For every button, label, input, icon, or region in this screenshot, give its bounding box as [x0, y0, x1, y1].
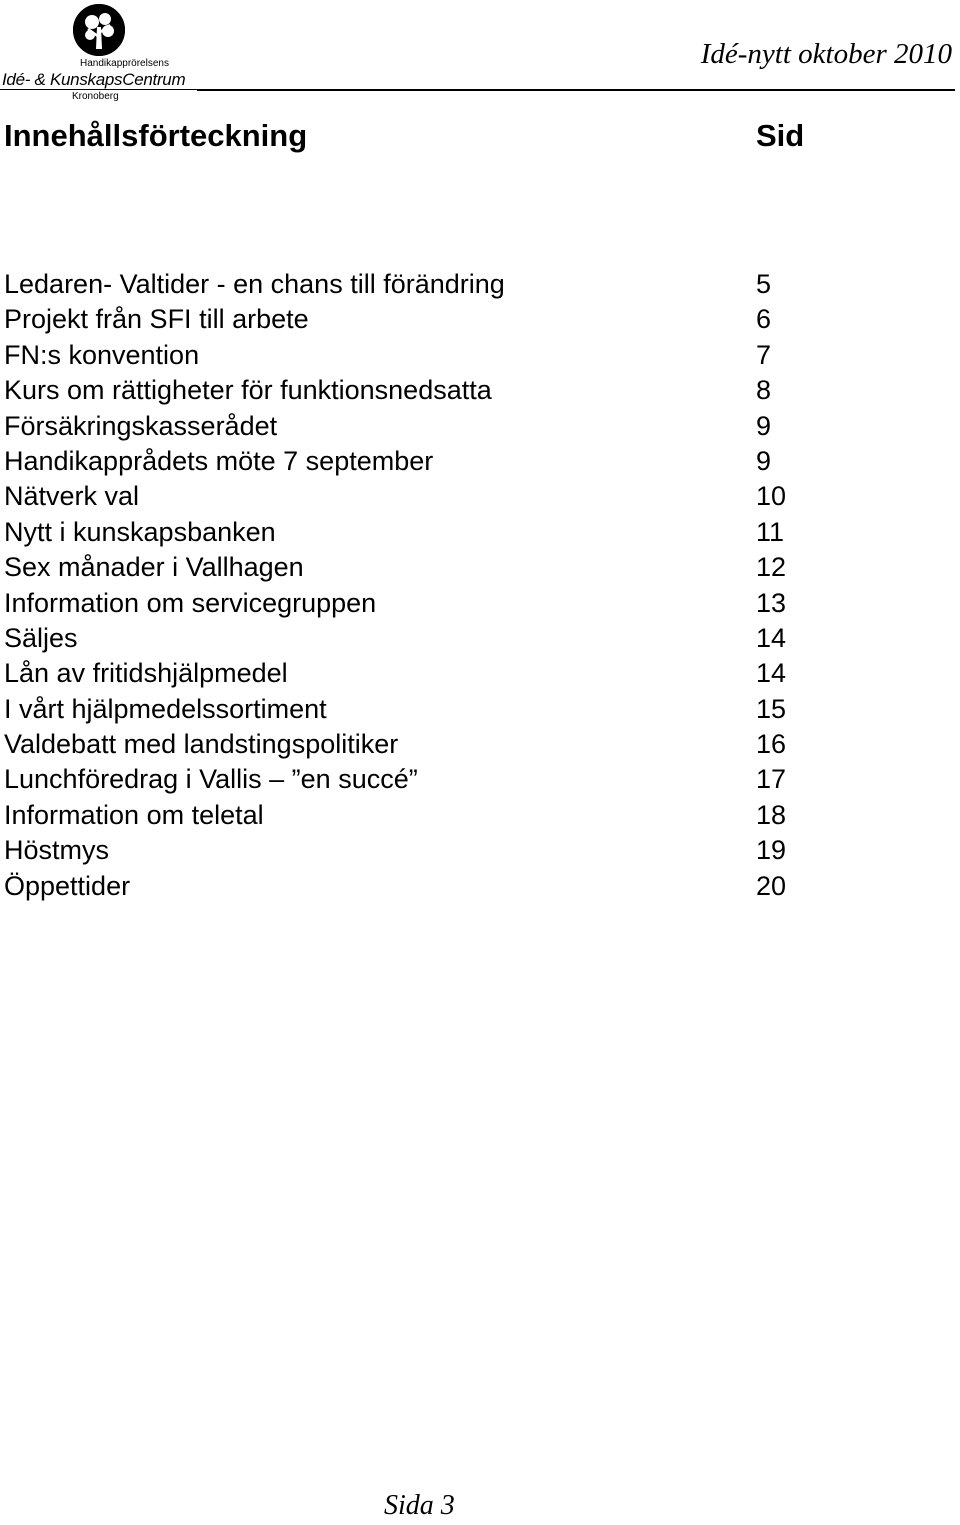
- toc-entry-title: Kurs om rättigheter för funktionsnedsatta: [4, 375, 492, 406]
- toc-entry: [4, 444, 824, 479]
- toc-entry-title: FN:s konvention: [4, 339, 200, 370]
- toc-entry: [4, 798, 824, 833]
- toc-entry-page: 12: [756, 552, 787, 583]
- toc-entry-title: Information om teletal: [4, 799, 264, 830]
- toc-entry-page: 10: [756, 481, 787, 512]
- toc-entry-page: 7: [756, 339, 772, 370]
- logo-line-region: Kronoberg: [72, 91, 119, 102]
- toc-entry-title: Nätverk val: [4, 481, 140, 512]
- toc-entry-title: Nytt i kunskapsbanken: [4, 516, 276, 547]
- header-divider: [197, 89, 955, 91]
- toc-entry-page: 18: [756, 799, 787, 830]
- toc-entry-page: 11: [756, 516, 785, 547]
- organization-logo: [0, 0, 210, 108]
- toc-entry-title: Lunchföredrag i Vallis – ”en succé”: [4, 764, 418, 795]
- toc-entry: [4, 692, 824, 727]
- table-of-contents: [4, 267, 824, 904]
- logo-line-organization: Handikapprörelsens: [80, 58, 169, 69]
- toc-page-heading: Sid: [756, 118, 805, 153]
- toc-entry-title: Säljes: [4, 622, 78, 653]
- tree-icon: [72, 3, 126, 57]
- toc-entry: [4, 727, 824, 762]
- toc-entry: [4, 762, 824, 797]
- toc-entry-title: I vårt hjälpmedelssortiment: [4, 693, 327, 724]
- toc-entry-page: 16: [756, 729, 787, 760]
- page-number: Sida 3: [384, 1490, 455, 1521]
- toc-entry-page: 8: [756, 375, 772, 406]
- toc-entry-title: Valdebatt med landstingspolitiker: [4, 729, 399, 760]
- toc-entry-title: Höstmys: [4, 835, 110, 866]
- toc-entry-title: Information om servicegruppen: [4, 587, 377, 618]
- toc-entry-title: Lån av fritidshjälpmedel: [4, 658, 288, 689]
- toc-entry-title: Sex månader i Vallhagen: [4, 552, 304, 583]
- toc-entry-page: 19: [756, 835, 787, 866]
- toc-entry-page: 20: [756, 870, 787, 901]
- issue-title: Idé-nytt oktober 2010: [700, 38, 952, 70]
- toc-entry-title: Försäkringskasserådet: [4, 410, 278, 441]
- toc-entry: [4, 621, 824, 656]
- toc-entry-title: Projekt från SFI till arbete: [4, 304, 309, 335]
- toc-entry: [4, 656, 824, 691]
- toc-entry: [4, 479, 824, 514]
- toc-entry-page: 15: [756, 693, 787, 724]
- toc-entry: [4, 267, 824, 302]
- toc-entry: [4, 373, 824, 408]
- logo-underline: [0, 89, 200, 90]
- toc-entry-page: 5: [756, 269, 772, 299]
- toc-entry: [4, 833, 824, 868]
- toc-entry-page: 17: [756, 764, 787, 795]
- toc-entry: [4, 869, 824, 904]
- logo-line-name: Idé- & KunskapsCentrum: [2, 70, 186, 89]
- toc-heading: Innehållsförteckning: [4, 118, 308, 153]
- toc-entry: [4, 302, 824, 337]
- toc-entry-title: Ledaren- Valtider - en chans till förändring: [4, 269, 505, 299]
- toc-entry: [4, 409, 824, 444]
- toc-entry-page: 14: [756, 622, 787, 653]
- toc-entry: [4, 550, 824, 585]
- toc-entry-page: 9: [756, 445, 772, 476]
- toc-entry: [4, 515, 824, 550]
- toc-entry-page: 14: [756, 658, 787, 689]
- toc-entry-page: 13: [756, 587, 787, 618]
- toc-entry-page: 6: [756, 304, 772, 335]
- toc-entry-title: Handikapprådets möte 7 september: [4, 445, 434, 476]
- toc-entry: [4, 338, 824, 373]
- toc-entry-page: 9: [756, 410, 772, 441]
- toc-entry: [4, 586, 824, 621]
- toc-entry-title: Öppettider: [4, 870, 131, 901]
